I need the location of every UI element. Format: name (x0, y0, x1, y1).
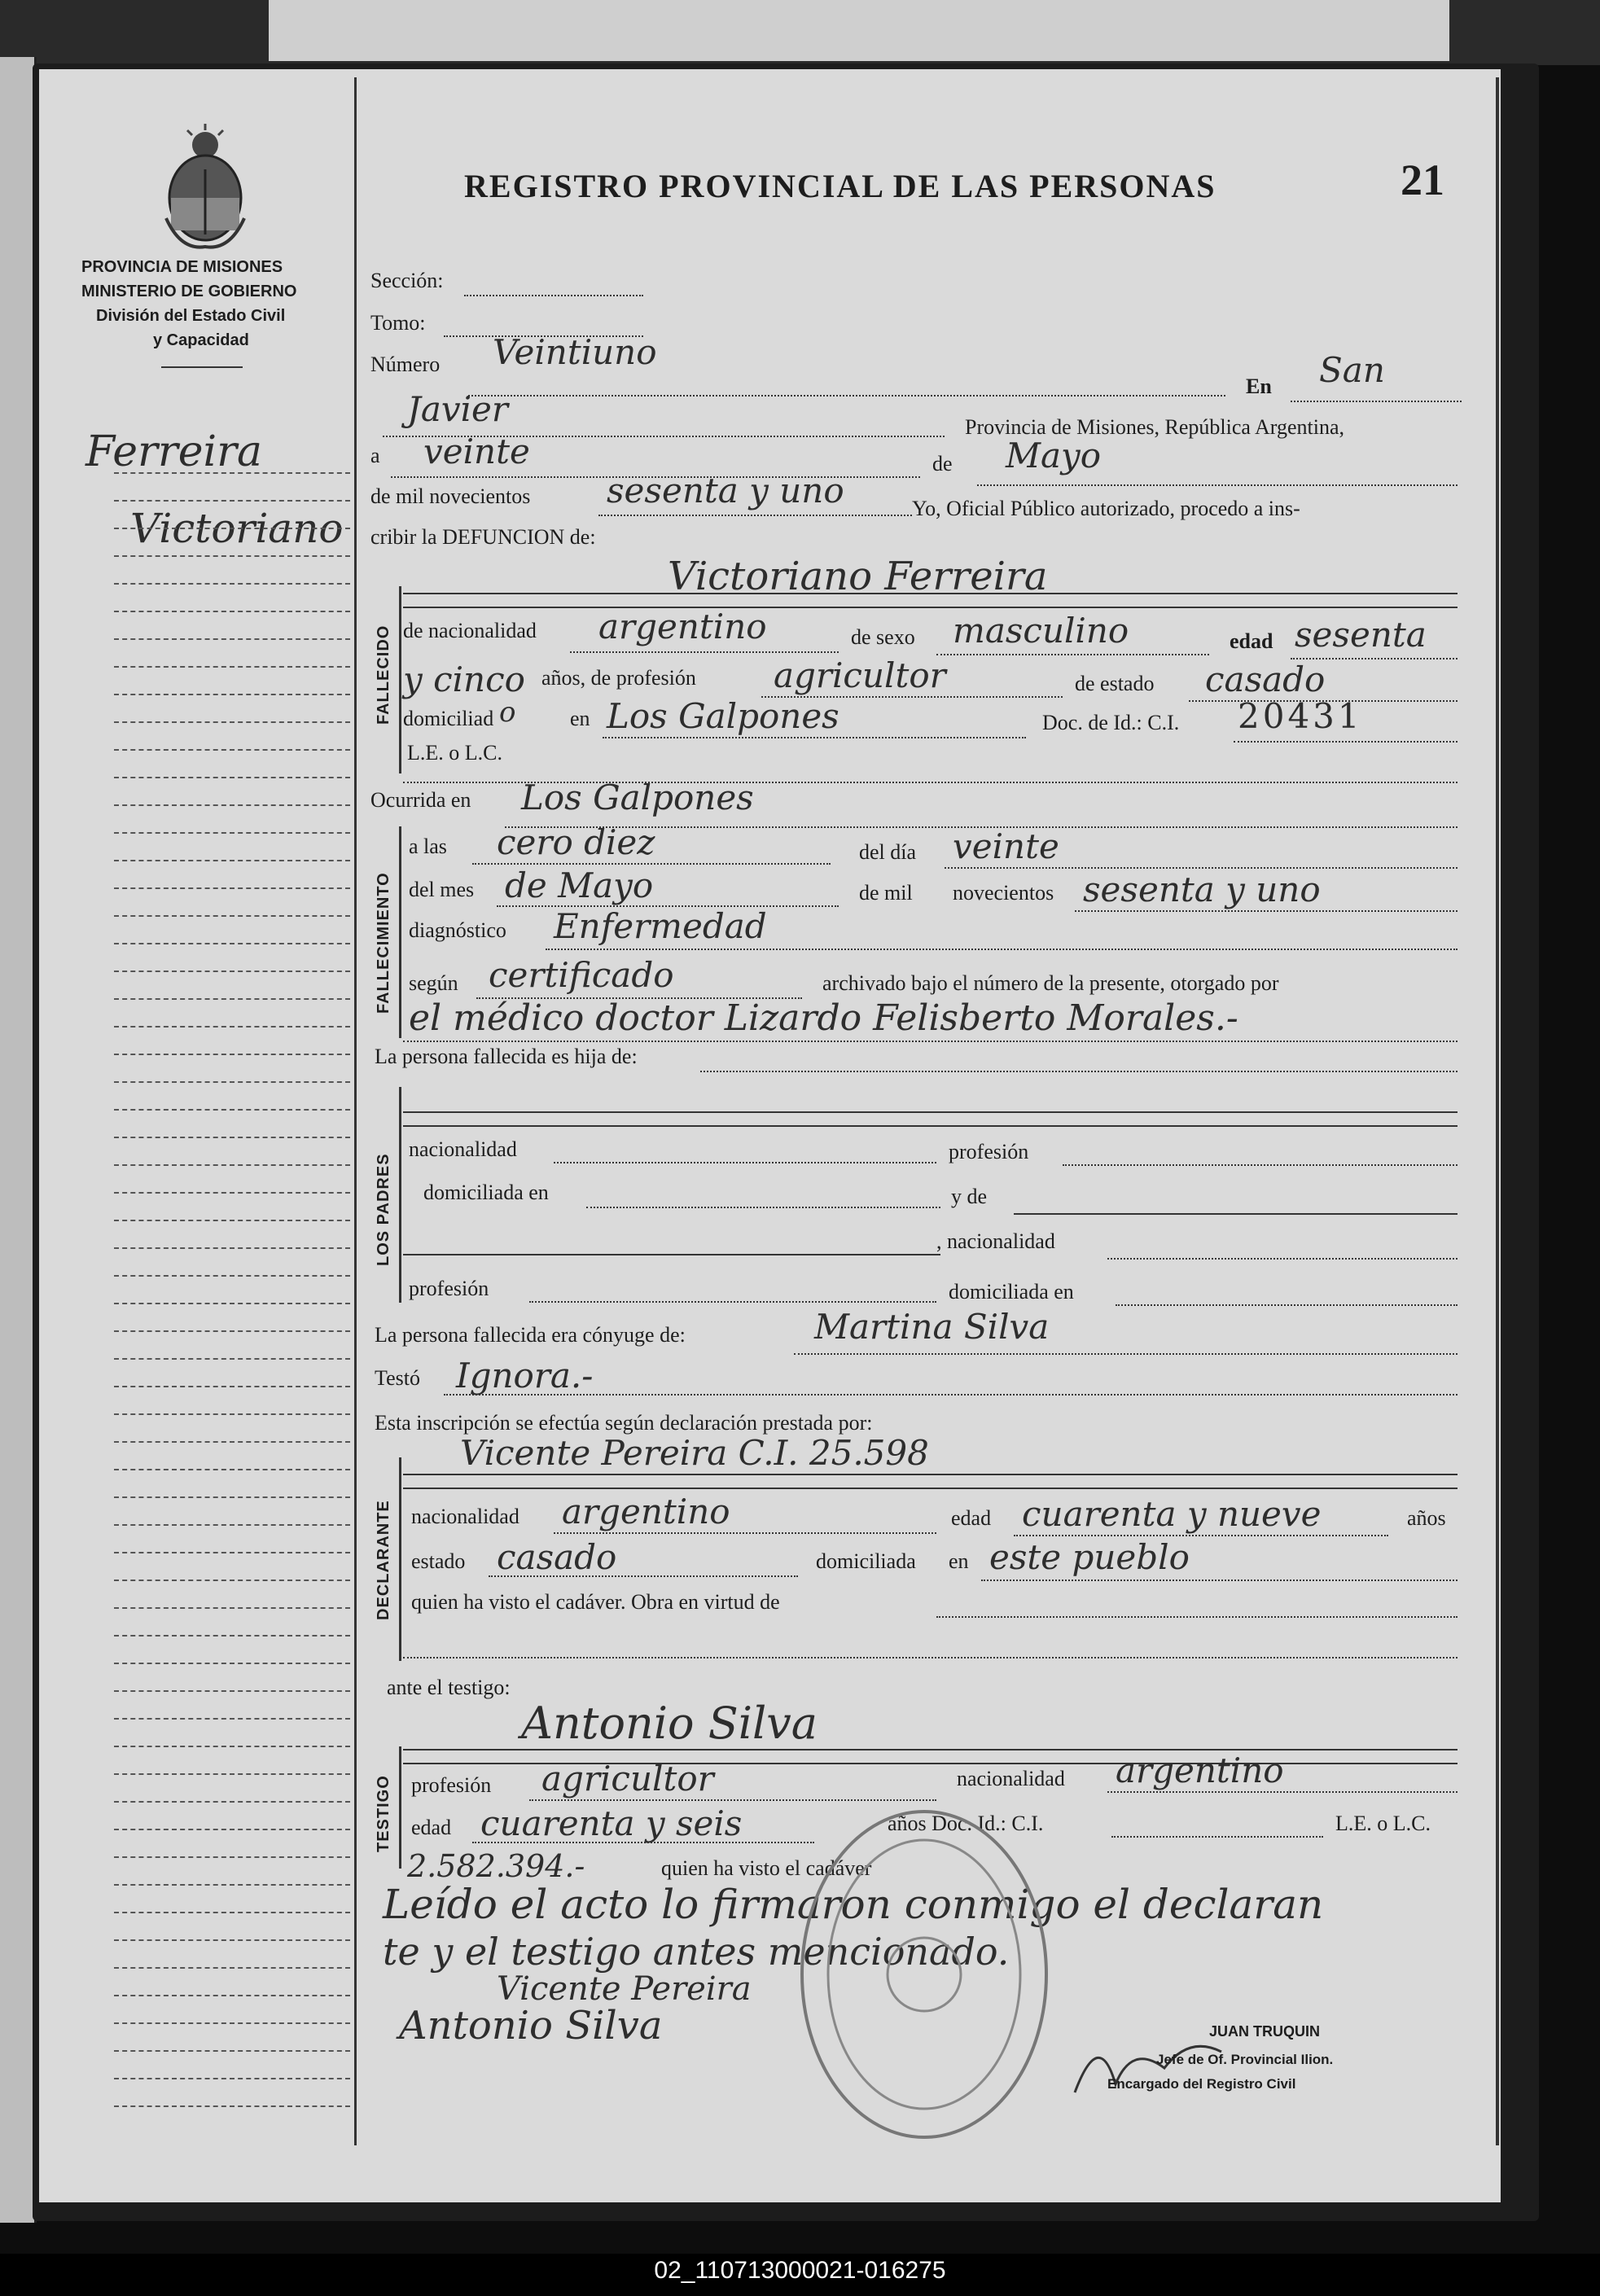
ci-line (1234, 741, 1458, 743)
header-underline (161, 366, 243, 368)
en-line (1291, 401, 1462, 402)
margin-ruled-line (114, 1829, 350, 1830)
anos-profesion-label: años, de profesión (541, 666, 696, 690)
doc-id-label: Doc. de Id.: C.I. (1042, 711, 1180, 734)
conyuge-label: La persona fallecida era cónyuge de: (375, 1323, 686, 1347)
domiciliado-label: domiciliad (403, 707, 494, 730)
cribir-label: cribir la DEFUNCION de: (370, 525, 596, 549)
declarante-domicilio-line (981, 1580, 1458, 1581)
domicilio-en-label: en (570, 707, 590, 730)
margin-ruled-line (114, 1496, 350, 1498)
hija-de-label: La persona fallecida es hija de: (375, 1045, 638, 1068)
margin-ruled-line (114, 2105, 350, 2107)
archivado-label: archivado bajo el número de la presente, otorgado por (822, 971, 1279, 995)
declarante-value: Vicente Pereira C.I. 25.598 (460, 1433, 929, 1473)
madre-profesion-line (529, 1301, 936, 1303)
margin-ruled-line (114, 998, 350, 1000)
testigo-quien-label: quien ha visto el cadáver (661, 1856, 872, 1880)
nombre-line-1 (403, 593, 1458, 594)
margin-ruled-line (114, 1192, 350, 1194)
padre-nacionalidad-line (554, 1162, 936, 1163)
ante-testigo-label: ante el testigo: (387, 1676, 511, 1699)
del-mes-label: del mes (409, 878, 475, 901)
testigo-profesion-value: agricultor (541, 1759, 714, 1799)
declarante-nacionalidad-value: argentino (562, 1492, 730, 1531)
margin-ruled-line (114, 777, 350, 778)
medico-value: el médico doctor Lizardo Felisberto Morales.- (409, 997, 1238, 1039)
testo-value: Ignora.- (456, 1356, 594, 1396)
division-label: División del Estado Civil (96, 307, 286, 325)
margin-ruled-line (114, 860, 350, 861)
margin-ruled-line (114, 1026, 350, 1028)
madre-line (1014, 1213, 1458, 1215)
sexo-label: de sexo (851, 625, 915, 649)
testo-line (444, 1394, 1458, 1396)
margin-ruled-line (114, 555, 350, 557)
margin-ruled-line (114, 2050, 350, 2052)
declarante-line-2 (403, 1488, 1458, 1489)
fallecido-bar (399, 586, 401, 773)
conyuge-line (794, 1353, 1458, 1355)
top-paper-edge (269, 0, 1449, 61)
diagnostico-label: diagnóstico (409, 918, 506, 942)
anio-line (598, 515, 912, 516)
testigo-ci-value: 2.582.394.- (407, 1848, 585, 1884)
margin-ruled-line (114, 1137, 350, 1138)
declarante-estado-label: estado (411, 1549, 466, 1573)
ci-value: 20431 (1238, 696, 1363, 736)
margin-ruled-line (114, 1939, 350, 1941)
page-title: REGISTRO PROVINCIAL DE LAS PERSONAS (464, 168, 1216, 204)
testo-label: Testó (375, 1366, 420, 1390)
madre-nacionalidad-label: , nacionalidad (936, 1229, 1055, 1253)
declarante-bar (399, 1457, 401, 1661)
fallecido-label: FALLECIDO (375, 624, 392, 725)
footer-id: 02_110713000021-016275 (654, 2257, 946, 2284)
official-role: Encargado del Registro Civil (1107, 2076, 1296, 2092)
testigo-line-1 (403, 1749, 1458, 1750)
conyuge-value: Martina Silva (814, 1307, 1050, 1347)
madre-line-2 (403, 1254, 940, 1255)
testigo-edad-line (472, 1842, 814, 1843)
declarante-extra-line (403, 1657, 1458, 1658)
margin-ruled-line (114, 1884, 350, 1886)
domicilio-value: Los Galpones (607, 696, 839, 736)
de-mil-label: de mil novecientos (370, 484, 531, 508)
ocurrida-label: Ocurrida en (370, 788, 471, 812)
margin-ruled-line (114, 666, 350, 668)
ministry-label: MINISTERIO DE GOBIERNO (81, 283, 297, 300)
margin-ruled-line (114, 638, 350, 640)
nacionalidad-label: de nacionalidad (403, 619, 537, 642)
hija-de-line (700, 1071, 1458, 1072)
margin-ruled-line (114, 1801, 350, 1803)
margin-ruled-line (114, 1109, 350, 1111)
testigo-edad-label: edad (411, 1816, 452, 1839)
margin-ruled-line (114, 1746, 350, 1747)
a-las-label: a las (409, 835, 447, 858)
margin-ruled-line (114, 1247, 350, 1249)
estado-value: casado (1205, 659, 1326, 699)
segun-label: según (409, 971, 458, 995)
margin-ruled-line (114, 1607, 350, 1609)
closing-line-2: te y el testigo antes mencionado. (383, 1930, 1010, 1974)
nacionalidad-value: argentino (598, 607, 767, 646)
declarante-label: DECLARANTE (375, 1500, 392, 1620)
testigo-nacionalidad-value: argentino (1116, 1750, 1284, 1790)
nombre-fallecido-value: Victoriano Ferreira (668, 554, 1048, 599)
testigo-profesion-label: profesión (411, 1773, 492, 1797)
testigo-nacionalidad-label: nacionalidad (957, 1767, 1065, 1790)
declarante-quien-label: quien ha visto el cadáver. Obra en virtud de (411, 1590, 780, 1614)
novecientos-label: novecientos (953, 881, 1054, 905)
numero-label: Número (370, 353, 441, 376)
margin-ruled-line (114, 583, 350, 585)
margin-ruled-line (114, 1912, 350, 1913)
margin-ruled-line (114, 1718, 350, 1720)
tomo-label: Tomo: (370, 311, 426, 335)
margin-ruled-line (114, 804, 350, 806)
lugar-value: Javier (407, 389, 508, 429)
margin-ruled-line (114, 1413, 350, 1415)
margin-ruled-line (114, 943, 350, 944)
margin-ruled-line (114, 1303, 350, 1304)
anio-fallec-value: sesenta y uno (1083, 870, 1321, 909)
en-value: San (1319, 350, 1385, 390)
margin-ruled-line (114, 721, 350, 723)
mes-value: Mayo (1006, 436, 1102, 475)
sexo-value: masculino (953, 611, 1129, 651)
mes-fallec-value: de Mayo (505, 865, 654, 905)
declarante-nacionalidad-line (554, 1532, 936, 1534)
margin-ruled-line (114, 1580, 350, 1581)
padres-bar (399, 1087, 401, 1303)
testigo-le-lc-label: L.E. o L.C. (1335, 1812, 1431, 1835)
declarante-estado-line (489, 1575, 798, 1577)
dia-value: veinte (423, 432, 530, 471)
margin-ruled-line (114, 611, 350, 612)
fallecimiento-bar (399, 826, 401, 1038)
anio-fallec-line (1075, 910, 1458, 912)
official-name: JUAN TRUQUIN (1209, 2023, 1321, 2040)
testigo-label: TESTIGO (375, 1775, 392, 1852)
margin-ruled-line (114, 1275, 350, 1277)
y-de-label: y de (951, 1185, 988, 1208)
margin-ruled-line (114, 1081, 350, 1083)
yo-oficial-label: Yo, Oficial Público autorizado, procedo a ins- (912, 497, 1300, 520)
segun-value: certificado (489, 955, 674, 995)
margin-surname: Ferreira (85, 427, 262, 476)
capacity-label: y Capacidad (153, 331, 249, 349)
margin-ruled-line (114, 472, 350, 474)
closing-line-1: Leído el acto lo firmaron conmigo el declaran (383, 1881, 1324, 1928)
nacionalidad-line (570, 651, 839, 653)
declarante-domiciliada-label: domiciliada (816, 1549, 916, 1573)
hora-line (472, 863, 831, 865)
margin-ruled-line (114, 2078, 350, 2079)
edad-value-1: sesenta (1295, 615, 1427, 655)
diagnostico-line (546, 949, 1458, 950)
testigo-bar (399, 1746, 401, 1869)
margin-ruled-line (114, 1663, 350, 1664)
official-title: Jefe de Of. Provincial Ilion. (1156, 2052, 1334, 2067)
left-margin-column (77, 77, 357, 2145)
declarante-anos-label: años (1407, 1506, 1446, 1530)
margin-ruled-line (114, 1967, 350, 1969)
margin-ruled-line (114, 1386, 350, 1387)
seccion-line (464, 295, 643, 296)
margin-ruled-line (114, 1054, 350, 1055)
nombre-line-2 (403, 607, 1458, 608)
margin-ruled-line (114, 500, 350, 502)
padre-profesion-label: profesión (949, 1140, 1029, 1163)
anio-value: sesenta y uno (607, 471, 844, 510)
margin-ruled-line (114, 1441, 350, 1443)
madre-domiciliada-label: domiciliada en (949, 1280, 1074, 1304)
padre-line-1 (403, 1111, 1458, 1113)
domicilio-line (603, 737, 1026, 738)
hora-value: cero diez (497, 822, 655, 862)
previous-page-edge (0, 57, 37, 2223)
edad-value-2: y cinco (403, 659, 525, 699)
margin-ruled-line (114, 832, 350, 834)
padres-label: LOS PADRES (375, 1153, 392, 1266)
declarante-nacionalidad-label: nacionalidad (411, 1505, 519, 1528)
de-label: de (932, 452, 953, 475)
padre-domiciliada-line (586, 1207, 940, 1208)
province-label: PROVINCIA DE MISIONES (81, 258, 283, 276)
padre-domiciliada-label: domiciliada en (423, 1181, 549, 1204)
margin-ruled-line (114, 1164, 350, 1166)
padre-profesion-line (1063, 1164, 1458, 1166)
margin-ruled-line (114, 1552, 350, 1553)
medico-line (403, 1041, 1458, 1042)
sexo-line (936, 654, 1209, 655)
margin-ruled-line (114, 887, 350, 889)
madre-nacionalidad-line (1107, 1258, 1458, 1260)
official-seal-icon (794, 1803, 1054, 2145)
fallecimiento-label: FALLECIMIENTO (375, 872, 392, 1014)
margin-ruled-line (114, 1220, 350, 1221)
margin-ruled-line (114, 2022, 350, 2024)
margin-ruled-line (114, 694, 350, 695)
margin-ruled-line (114, 1524, 350, 1526)
margin-ruled-line (114, 1635, 350, 1637)
signature-declarante: Vicente Pereira (497, 1970, 752, 2008)
declarante-virtud-line (936, 1616, 1458, 1618)
margin-ruled-line (114, 1773, 350, 1775)
testigo-anos-doc-label: años Doc. Id.: C.I. (888, 1812, 1044, 1835)
margin-ruled-line (114, 1469, 350, 1470)
testigo-value: Antonio Silva (521, 1698, 818, 1749)
testigo-nacionalidad-line (1107, 1791, 1458, 1793)
provincia-label: Provincia de Misiones, República Argentina, (965, 415, 1344, 439)
numero-line (468, 395, 1225, 397)
de-mil2-label: de mil (859, 881, 913, 905)
declarante-line-1 (403, 1474, 1458, 1475)
mes-line (977, 484, 1458, 486)
testigo-ci-line (1111, 1836, 1323, 1838)
a-label: a (370, 444, 380, 467)
margin-ruled-line (114, 971, 350, 972)
testigo-profesion-line (529, 1799, 936, 1801)
profesion-value: agricultor (774, 655, 946, 695)
testigo-edad-value: cuarenta y seis (480, 1803, 743, 1843)
margin-ruled-line (114, 1358, 350, 1360)
dia-fallec-value: veinte (953, 826, 1059, 866)
page-number: 21 (1401, 156, 1444, 204)
declarante-domicilio-value: este pueblo (989, 1537, 1190, 1577)
le-lc-label: L.E. o L.C. (407, 741, 502, 765)
margin-ruled-line (114, 1856, 350, 1858)
signature-testigo: Antonio Silva (399, 2003, 663, 2048)
madre-domiciliada-line (1116, 1304, 1458, 1306)
margin-ruled-line (114, 1995, 350, 1996)
numero-value: Veintiuno (493, 332, 657, 372)
seccion-label: Sección: (370, 269, 444, 292)
edad-label: edad (1230, 629, 1273, 653)
domiciliado-suffix: o (499, 696, 516, 729)
inscripcion-label: Esta inscripción se efectúa según declaración prestada por: (375, 1411, 873, 1435)
declarante-edad-value: cuarenta y nueve (1022, 1494, 1322, 1534)
diagnostico-value: Enfermedad (554, 906, 767, 946)
margin-ruled-line (114, 1690, 350, 1692)
en-label: En (1246, 375, 1272, 398)
coat-of-arms-icon (156, 120, 254, 251)
margin-ruled-line (114, 915, 350, 917)
declarante-edad-label: edad (951, 1506, 992, 1530)
padre-nacionalidad-label: nacionalidad (409, 1137, 517, 1161)
dia-fallec-line (945, 867, 1458, 869)
margin-ruled-line (114, 749, 350, 751)
estado-label: de estado (1075, 672, 1155, 695)
padre-line-2 (403, 1125, 1458, 1127)
declarante-en-label: en (949, 1549, 969, 1573)
madre-profesion-label: profesión (409, 1277, 489, 1300)
margin-ruled-line (114, 528, 350, 529)
declarante-estado-value: casado (497, 1537, 617, 1577)
margin-ruled-line (114, 1330, 350, 1332)
margin-given-name: Victoriano (130, 505, 344, 552)
ocurrida-value: Los Galpones (521, 778, 754, 817)
declarante-edad-line (1014, 1535, 1388, 1536)
del-dia-label: del día (859, 840, 917, 864)
